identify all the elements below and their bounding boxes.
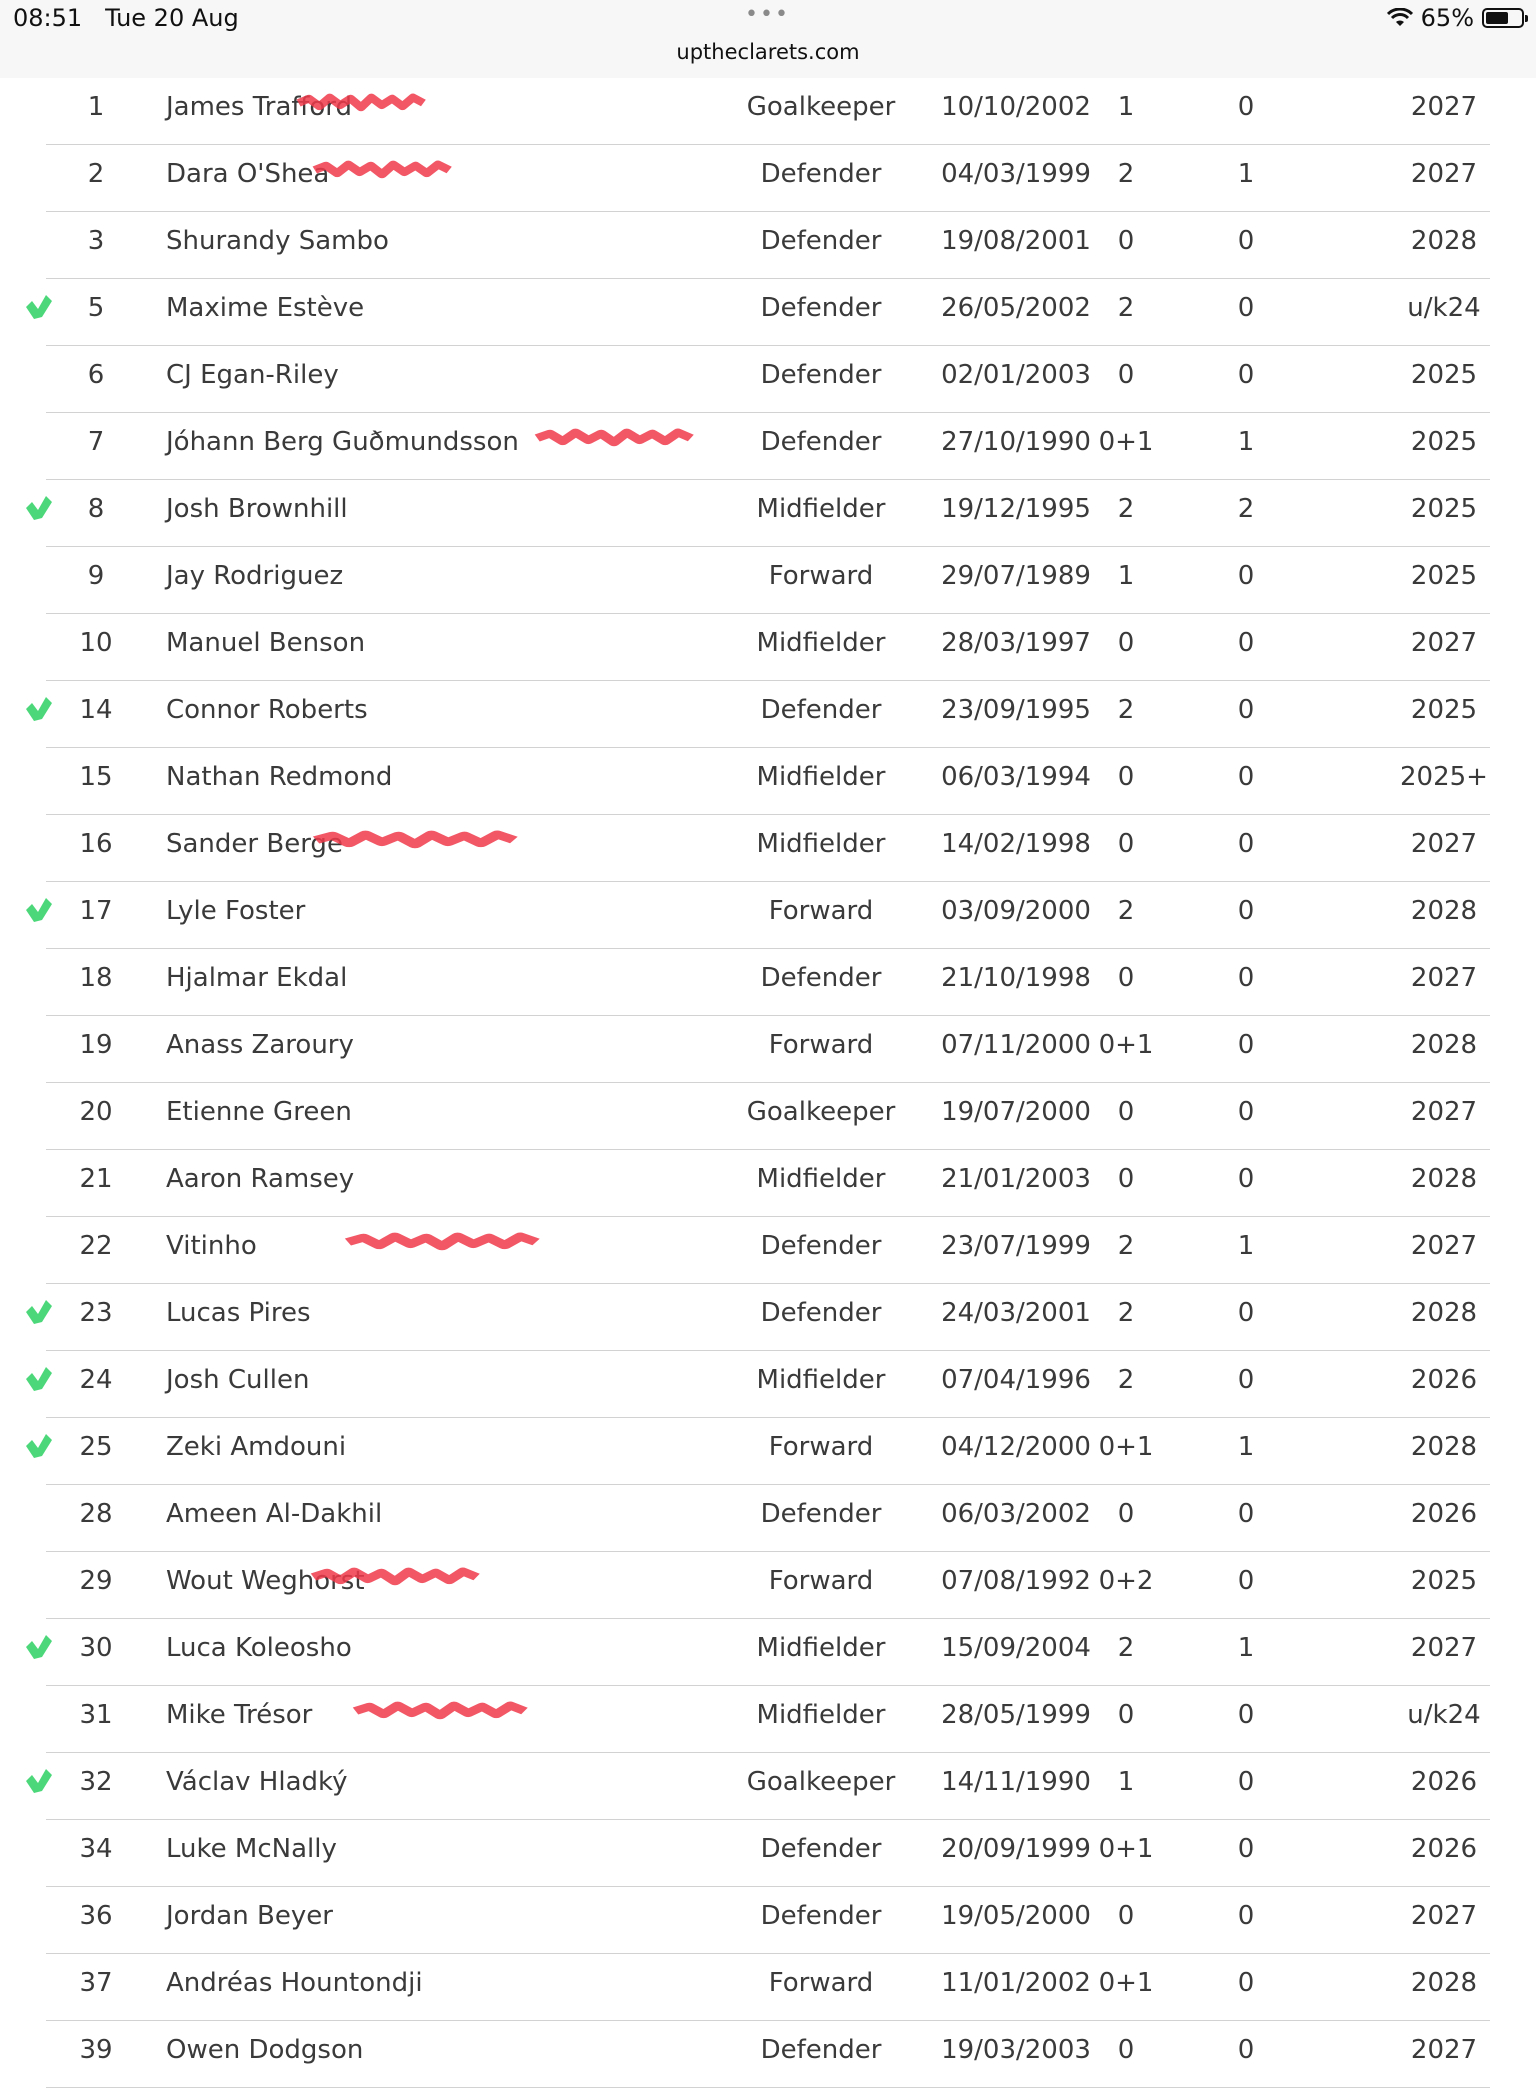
player-name: Luca Koleosho bbox=[166, 1633, 352, 1663]
green-tick-mark bbox=[22, 289, 56, 323]
player-apps: 1 bbox=[1117, 92, 1135, 122]
player-name: Zeki Amdouni bbox=[166, 1432, 347, 1462]
green-tick-mark bbox=[22, 1294, 56, 1328]
player-position: Midfielder bbox=[756, 628, 886, 658]
table-row[interactable] bbox=[46, 748, 1490, 815]
player-apps: 0 bbox=[1117, 226, 1135, 256]
player-goals: 0 bbox=[1237, 293, 1255, 323]
table-row[interactable] bbox=[46, 1217, 1490, 1284]
green-tick-mark bbox=[22, 1428, 56, 1462]
player-position: Defender bbox=[760, 159, 882, 189]
player-apps: 2 bbox=[1117, 1231, 1135, 1261]
player-contract: 2028 bbox=[1410, 896, 1478, 926]
player-apps: 2 bbox=[1117, 293, 1135, 323]
player-goals: 0 bbox=[1237, 92, 1255, 122]
table-row[interactable] bbox=[46, 413, 1490, 480]
player-name: Václav Hladký bbox=[166, 1767, 348, 1797]
player-name: James Trafford bbox=[166, 92, 352, 122]
green-tick-mark bbox=[22, 691, 56, 725]
red-scribble-mark bbox=[312, 159, 452, 181]
squad-number: 31 bbox=[79, 1700, 113, 1730]
table-row[interactable] bbox=[46, 1418, 1490, 1485]
player-apps: 1 bbox=[1117, 1767, 1135, 1797]
player-name: Shurandy Sambo bbox=[166, 226, 389, 256]
player-apps: 0 bbox=[1117, 1097, 1135, 1127]
table-row[interactable] bbox=[46, 547, 1490, 614]
player-position: Defender bbox=[760, 360, 882, 390]
player-dob: 15/09/2004 bbox=[941, 1633, 1091, 1663]
squad-number: 28 bbox=[79, 1499, 113, 1529]
player-goals: 1 bbox=[1237, 159, 1255, 189]
table-row[interactable] bbox=[46, 1351, 1490, 1418]
table-row[interactable] bbox=[46, 1485, 1490, 1552]
player-goals: 0 bbox=[1237, 360, 1255, 390]
player-name: Maxime Estève bbox=[166, 293, 365, 323]
player-apps: 2 bbox=[1117, 159, 1135, 189]
player-apps: 0+1 bbox=[1098, 1030, 1154, 1060]
player-name: Owen Dodgson bbox=[166, 2035, 364, 2065]
red-scribble-mark bbox=[534, 427, 694, 449]
player-contract: 2028 bbox=[1410, 1164, 1478, 1194]
player-name: Aaron Ramsey bbox=[166, 1164, 355, 1194]
player-name: Lyle Foster bbox=[166, 896, 306, 926]
player-position: Forward bbox=[768, 1432, 874, 1462]
player-position: Midfielder bbox=[756, 762, 886, 792]
more-dots-icon[interactable]: ••• bbox=[745, 2, 790, 27]
squad-number: 3 bbox=[87, 226, 105, 256]
player-name: Dara O'Shea bbox=[166, 159, 330, 189]
squad-number: 39 bbox=[79, 2035, 113, 2065]
player-dob: 03/09/2000 bbox=[941, 896, 1091, 926]
table-row[interactable] bbox=[46, 1954, 1490, 2021]
table-row[interactable] bbox=[46, 212, 1490, 279]
squad-number: 9 bbox=[87, 561, 105, 591]
battery-icon bbox=[1482, 8, 1524, 28]
player-contract: 2025+ bbox=[1400, 762, 1488, 792]
player-goals: 0 bbox=[1237, 762, 1255, 792]
player-contract: 2025 bbox=[1410, 494, 1478, 524]
player-position: Midfielder bbox=[756, 1365, 886, 1395]
player-goals: 0 bbox=[1237, 695, 1255, 725]
player-apps: 2 bbox=[1117, 1298, 1135, 1328]
squad-number: 19 bbox=[79, 1030, 113, 1060]
player-goals: 0 bbox=[1237, 896, 1255, 926]
table-row[interactable] bbox=[46, 681, 1490, 748]
squad-number: 17 bbox=[79, 896, 113, 926]
player-contract: 2027 bbox=[1410, 1633, 1478, 1663]
red-scribble-mark bbox=[310, 1566, 480, 1588]
player-contract: 2026 bbox=[1410, 1499, 1478, 1529]
player-name: Luke McNally bbox=[166, 1834, 337, 1864]
player-name: Connor Roberts bbox=[166, 695, 368, 725]
green-tick-mark bbox=[22, 490, 56, 524]
table-row[interactable] bbox=[46, 78, 1490, 145]
player-dob: 21/01/2003 bbox=[941, 1164, 1091, 1194]
player-position: Defender bbox=[760, 963, 882, 993]
player-name: Jordan Beyer bbox=[166, 1901, 333, 1931]
status-bar bbox=[0, 0, 1536, 78]
squad-number: 37 bbox=[79, 1968, 113, 1998]
player-contract: 2026 bbox=[1410, 1767, 1478, 1797]
player-goals: 2 bbox=[1237, 494, 1255, 524]
player-contract: 2027 bbox=[1410, 92, 1478, 122]
squad-number: 16 bbox=[79, 829, 113, 859]
player-name: Mike Trésor bbox=[166, 1700, 313, 1730]
player-apps: 2 bbox=[1117, 1365, 1135, 1395]
squad-number: 25 bbox=[79, 1432, 113, 1462]
player-dob: 07/08/1992 bbox=[941, 1566, 1091, 1596]
player-position: Defender bbox=[760, 1834, 882, 1864]
squad-number: 6 bbox=[87, 360, 105, 390]
red-scribble-mark bbox=[296, 92, 426, 114]
player-goals: 0 bbox=[1237, 1901, 1255, 1931]
player-position: Defender bbox=[760, 293, 882, 323]
player-name: Andréas Hountondji bbox=[166, 1968, 423, 1998]
status-date: Tue 20 Aug bbox=[105, 4, 239, 32]
player-contract: 2028 bbox=[1410, 1968, 1478, 1998]
player-dob: 14/11/1990 bbox=[941, 1767, 1091, 1797]
squad-number: 7 bbox=[87, 427, 105, 457]
player-dob: 23/09/1995 bbox=[941, 695, 1091, 725]
player-goals: 0 bbox=[1237, 1834, 1255, 1864]
table-row[interactable] bbox=[46, 480, 1490, 547]
table-row[interactable] bbox=[46, 815, 1490, 882]
player-position: Midfielder bbox=[756, 494, 886, 524]
squad-number: 5 bbox=[87, 293, 105, 323]
player-contract: 2027 bbox=[1410, 159, 1478, 189]
red-scribble-mark bbox=[344, 1231, 540, 1253]
player-name: CJ Egan-Riley bbox=[166, 360, 339, 390]
squad-number: 14 bbox=[79, 695, 113, 725]
player-apps: 0+1 bbox=[1098, 1834, 1154, 1864]
table-row[interactable] bbox=[46, 2021, 1490, 2088]
table-row[interactable] bbox=[46, 145, 1490, 212]
player-dob: 06/03/2002 bbox=[941, 1499, 1091, 1529]
player-apps: 0 bbox=[1117, 829, 1135, 859]
player-name: Jóhann Berg Guðmundsson bbox=[166, 427, 519, 457]
table-row[interactable] bbox=[46, 1619, 1490, 1686]
player-goals: 0 bbox=[1237, 1164, 1255, 1194]
player-position: Midfielder bbox=[756, 829, 886, 859]
table-row[interactable] bbox=[46, 882, 1490, 949]
player-dob: 28/05/1999 bbox=[941, 1700, 1091, 1730]
player-position: Defender bbox=[760, 1231, 882, 1261]
player-dob: 19/03/2003 bbox=[941, 2035, 1091, 2065]
squad-number: 2 bbox=[87, 159, 105, 189]
player-apps: 0+1 bbox=[1098, 1968, 1154, 1998]
player-dob: 19/12/1995 bbox=[941, 494, 1091, 524]
player-position: Defender bbox=[760, 2035, 882, 2065]
player-apps: 2 bbox=[1117, 695, 1135, 725]
player-contract: 2025 bbox=[1410, 561, 1478, 591]
table-row[interactable] bbox=[46, 949, 1490, 1016]
player-position: Forward bbox=[768, 1030, 874, 1060]
red-scribble-mark bbox=[312, 829, 518, 851]
table-row[interactable] bbox=[46, 1820, 1490, 1887]
squad-number: 30 bbox=[79, 1633, 113, 1663]
player-goals: 1 bbox=[1237, 427, 1255, 457]
player-dob: 26/05/2002 bbox=[941, 293, 1091, 323]
player-position: Forward bbox=[768, 1968, 874, 1998]
player-dob: 28/03/1997 bbox=[941, 628, 1091, 658]
player-apps: 2 bbox=[1117, 1633, 1135, 1663]
status-indicators bbox=[1387, 4, 1524, 32]
player-name: Manuel Benson bbox=[166, 628, 366, 658]
player-position: Defender bbox=[760, 1901, 882, 1931]
player-goals: 0 bbox=[1237, 1097, 1255, 1127]
player-name: Anass Zaroury bbox=[166, 1030, 354, 1060]
table-row[interactable] bbox=[46, 346, 1490, 413]
player-apps: 2 bbox=[1117, 896, 1135, 926]
player-dob: 04/03/1999 bbox=[941, 159, 1091, 189]
red-scribble-mark bbox=[352, 1700, 528, 1722]
player-dob: 14/02/1998 bbox=[941, 829, 1091, 859]
player-contract: 2028 bbox=[1410, 226, 1478, 256]
player-contract: 2027 bbox=[1410, 963, 1478, 993]
player-name: Sander Berge bbox=[166, 829, 343, 859]
player-name: Josh Cullen bbox=[166, 1365, 310, 1395]
player-goals: 0 bbox=[1237, 561, 1255, 591]
player-contract: 2027 bbox=[1410, 1097, 1478, 1127]
player-goals: 0 bbox=[1237, 628, 1255, 658]
player-apps: 1 bbox=[1117, 561, 1135, 591]
player-apps: 0 bbox=[1117, 1901, 1135, 1931]
table-row[interactable] bbox=[46, 614, 1490, 681]
player-goals: 0 bbox=[1237, 2035, 1255, 2065]
player-contract: 2028 bbox=[1410, 1030, 1478, 1060]
player-dob: 02/01/2003 bbox=[941, 360, 1091, 390]
player-dob: 06/03/1994 bbox=[941, 762, 1091, 792]
player-apps: 0+1 bbox=[1098, 427, 1154, 457]
player-position: Midfielder bbox=[756, 1164, 886, 1194]
player-apps: 0 bbox=[1117, 628, 1135, 658]
player-dob: 29/07/1989 bbox=[941, 561, 1091, 591]
wifi-icon bbox=[1387, 8, 1413, 28]
green-tick-mark bbox=[22, 1629, 56, 1663]
player-position: Forward bbox=[768, 1566, 874, 1596]
green-tick-mark bbox=[22, 892, 56, 926]
player-contract: 2027 bbox=[1410, 1901, 1478, 1931]
player-position: Forward bbox=[768, 561, 874, 591]
player-contract: 2025 bbox=[1410, 1566, 1478, 1596]
player-dob: 24/03/2001 bbox=[941, 1298, 1091, 1328]
squad-number: 24 bbox=[79, 1365, 113, 1395]
player-dob: 23/07/1999 bbox=[941, 1231, 1091, 1261]
player-dob: 19/07/2000 bbox=[941, 1097, 1091, 1127]
player-apps: 0+1 bbox=[1098, 1432, 1154, 1462]
player-apps: 2 bbox=[1117, 494, 1135, 524]
player-name: Josh Brownhill bbox=[166, 494, 348, 524]
player-apps: 0 bbox=[1117, 762, 1135, 792]
player-position: Forward bbox=[768, 896, 874, 926]
squad-number: 21 bbox=[79, 1164, 113, 1194]
player-position: Defender bbox=[760, 1298, 882, 1328]
player-name: Wout Weghorst bbox=[166, 1566, 365, 1596]
player-apps: 0 bbox=[1117, 1700, 1135, 1730]
player-goals: 0 bbox=[1237, 1499, 1255, 1529]
player-contract: 2028 bbox=[1410, 1432, 1478, 1462]
player-goals: 0 bbox=[1237, 1030, 1255, 1060]
player-name: Etienne Green bbox=[166, 1097, 352, 1127]
squad-number: 20 bbox=[79, 1097, 113, 1127]
player-apps: 0+2 bbox=[1098, 1566, 1154, 1596]
player-contract: 2025 bbox=[1410, 695, 1478, 725]
table-row[interactable] bbox=[46, 1686, 1490, 1753]
squad-number: 22 bbox=[79, 1231, 113, 1261]
player-goals: 0 bbox=[1237, 1767, 1255, 1797]
squad-number: 32 bbox=[79, 1767, 113, 1797]
player-dob: 04/12/2000 bbox=[941, 1432, 1091, 1462]
player-position: Midfielder bbox=[756, 1633, 886, 1663]
player-dob: 07/11/2000 bbox=[941, 1030, 1091, 1060]
player-apps: 0 bbox=[1117, 360, 1135, 390]
squad-number: 10 bbox=[79, 628, 113, 658]
player-apps: 0 bbox=[1117, 1164, 1135, 1194]
player-name: Lucas Pires bbox=[166, 1298, 311, 1328]
player-contract: 2027 bbox=[1410, 628, 1478, 658]
player-goals: 0 bbox=[1237, 1365, 1255, 1395]
squad-number: 29 bbox=[79, 1566, 113, 1596]
player-name: Nathan Redmond bbox=[166, 762, 393, 792]
player-dob: 11/01/2002 bbox=[941, 1968, 1091, 1998]
player-goals: 0 bbox=[1237, 963, 1255, 993]
green-tick-mark bbox=[22, 1361, 56, 1395]
battery-percent: 65% bbox=[1420, 4, 1474, 32]
player-contract: u/k24 bbox=[1407, 293, 1481, 323]
player-dob: 10/10/2002 bbox=[941, 92, 1091, 122]
player-position: Goalkeeper bbox=[746, 1767, 896, 1797]
player-dob: 19/08/2001 bbox=[941, 226, 1091, 256]
player-position: Defender bbox=[760, 226, 882, 256]
squad-number: 1 bbox=[87, 92, 105, 122]
player-position: Goalkeeper bbox=[746, 92, 896, 122]
player-apps: 0 bbox=[1117, 963, 1135, 993]
player-dob: 19/05/2000 bbox=[941, 1901, 1091, 1931]
squad-number: 34 bbox=[79, 1834, 113, 1864]
player-contract: 2027 bbox=[1410, 829, 1478, 859]
player-goals: 1 bbox=[1237, 1231, 1255, 1261]
player-contract: 2025 bbox=[1410, 427, 1478, 457]
player-contract: u/k24 bbox=[1407, 1700, 1481, 1730]
status-time: 08:51 Tue 20 Aug bbox=[13, 4, 239, 32]
table-row[interactable] bbox=[46, 1284, 1490, 1351]
player-dob: 20/09/1999 bbox=[941, 1834, 1091, 1864]
player-dob: 27/10/1990 bbox=[941, 427, 1091, 457]
squad-number: 36 bbox=[79, 1901, 113, 1931]
player-position: Goalkeeper bbox=[746, 1097, 896, 1127]
player-name: Jay Rodriguez bbox=[166, 561, 344, 591]
table-row[interactable] bbox=[46, 1887, 1490, 1954]
player-contract: 2025 bbox=[1410, 360, 1478, 390]
player-goals: 1 bbox=[1237, 1633, 1255, 1663]
player-goals: 0 bbox=[1237, 1298, 1255, 1328]
player-contract: 2026 bbox=[1410, 1365, 1478, 1395]
squad-number: 23 bbox=[79, 1298, 113, 1328]
squad-table bbox=[46, 78, 1490, 2088]
player-position: Defender bbox=[760, 695, 882, 725]
player-contract: 2027 bbox=[1410, 1231, 1478, 1261]
player-dob: 21/10/1998 bbox=[941, 963, 1091, 993]
table-row[interactable] bbox=[46, 1083, 1490, 1150]
table-row[interactable] bbox=[46, 1016, 1490, 1083]
player-apps: 0 bbox=[1117, 1499, 1135, 1529]
player-dob: 07/04/1996 bbox=[941, 1365, 1091, 1395]
player-name: Hjalmar Ekdal bbox=[166, 963, 348, 993]
table-row[interactable] bbox=[46, 1753, 1490, 1820]
table-row[interactable] bbox=[46, 1150, 1490, 1217]
player-name: Vitinho bbox=[166, 1231, 257, 1261]
player-contract: 2028 bbox=[1410, 1298, 1478, 1328]
player-contract: 2026 bbox=[1410, 1834, 1478, 1864]
player-goals: 1 bbox=[1237, 1432, 1255, 1462]
green-tick-mark bbox=[22, 1763, 56, 1797]
squad-number: 8 bbox=[87, 494, 105, 524]
table-row[interactable] bbox=[46, 279, 1490, 346]
player-goals: 0 bbox=[1237, 1700, 1255, 1730]
address-bar-url[interactable]: uptheclarets.com bbox=[676, 40, 860, 64]
player-goals: 0 bbox=[1237, 1566, 1255, 1596]
player-position: Defender bbox=[760, 427, 882, 457]
player-apps: 0 bbox=[1117, 2035, 1135, 2065]
squad-number: 18 bbox=[79, 963, 113, 993]
squad-number: 15 bbox=[79, 762, 113, 792]
player-name: Ameen Al-Dakhil bbox=[166, 1499, 383, 1529]
table-row[interactable] bbox=[46, 1552, 1490, 1619]
player-goals: 0 bbox=[1237, 829, 1255, 859]
player-goals: 0 bbox=[1237, 226, 1255, 256]
player-goals: 0 bbox=[1237, 1968, 1255, 1998]
player-contract: 2027 bbox=[1410, 2035, 1478, 2065]
player-position: Defender bbox=[760, 1499, 882, 1529]
player-position: Midfielder bbox=[756, 1700, 886, 1730]
